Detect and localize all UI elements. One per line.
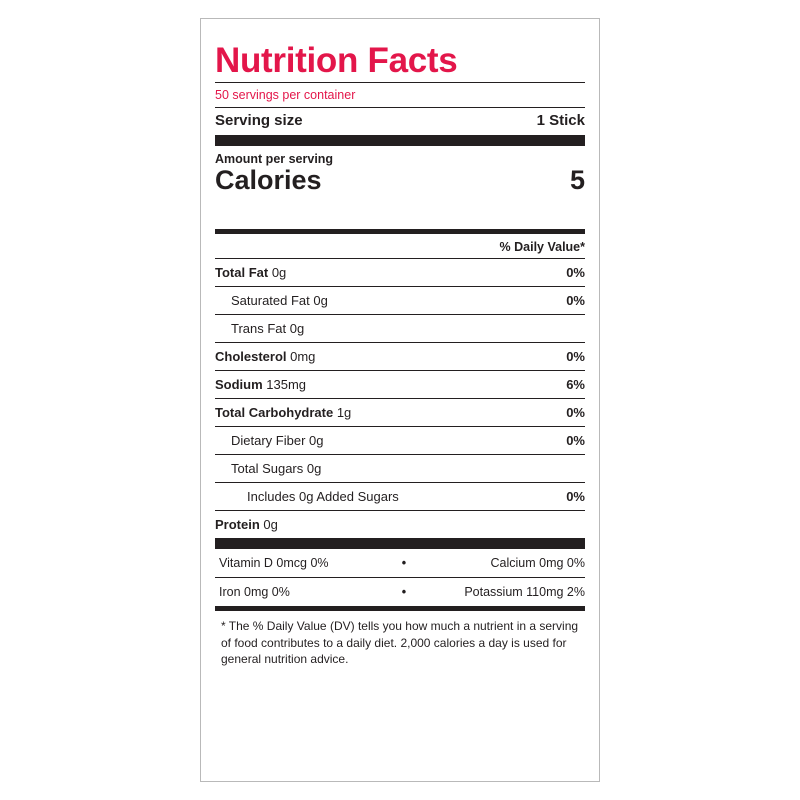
calories-spacer bbox=[215, 197, 585, 229]
vitamin-row bbox=[215, 549, 585, 577]
nutrient-name: Total Carbohydrate 1g bbox=[215, 405, 352, 421]
daily-value-header: % Daily Value* bbox=[499, 240, 585, 255]
divider-thick-top bbox=[215, 135, 585, 146]
vitamin-left: Vitamin D 0mcg 0% bbox=[219, 556, 329, 571]
nutrient-row bbox=[215, 454, 585, 482]
calories-label: Calories bbox=[215, 164, 322, 195]
vitamin-right: Potassium 110mg 2% bbox=[464, 585, 585, 600]
nutrient-name: Total Fat 0g bbox=[215, 265, 287, 281]
nutrient-row bbox=[215, 286, 585, 314]
serving-size-value: 1 Stick bbox=[536, 111, 585, 129]
nutrient-row bbox=[215, 510, 585, 538]
nutrient-pct: 6% bbox=[566, 377, 585, 393]
nutrient-pct: 0% bbox=[566, 433, 585, 449]
servings-per-container: 50 servings per container bbox=[215, 87, 356, 102]
nutrient-name: Saturated Fat 0g bbox=[231, 293, 328, 309]
bullet-icon: • bbox=[401, 556, 407, 571]
nutrient-pct: 0% bbox=[566, 349, 585, 365]
vitamin-right: Calcium 0mg 0% bbox=[490, 556, 585, 571]
nutrient-name: Cholesterol 0mg bbox=[215, 349, 316, 365]
vitamins-section bbox=[215, 538, 585, 606]
nutrient-name: Trans Fat 0g bbox=[231, 321, 305, 337]
nutrient-pct: 0% bbox=[566, 405, 585, 421]
nutrient-row bbox=[215, 426, 585, 454]
nutrient-pct: 0% bbox=[566, 265, 585, 281]
nutrient-pct: 0% bbox=[566, 293, 585, 309]
nutrition-facts-inner bbox=[215, 33, 585, 771]
vitamin-left: Iron 0mg 0% bbox=[219, 585, 290, 600]
daily-value-footnote: * The % Daily Value (DV) tells you how much a nutrient in a serving of food contributes to a daily diet. 2,000 calories a day is used for general nutrition advice. bbox=[215, 606, 585, 667]
nutrient-row bbox=[215, 258, 585, 286]
calories-value: 5 bbox=[569, 164, 585, 195]
calories-row bbox=[215, 166, 585, 198]
bullet-icon: • bbox=[401, 585, 407, 600]
nutrition-facts-panel bbox=[200, 18, 600, 782]
nutrient-row bbox=[215, 398, 585, 426]
nutrient-row bbox=[215, 370, 585, 398]
nutrient-name: Total Sugars 0g bbox=[231, 461, 322, 477]
nutrient-row bbox=[215, 482, 585, 510]
nutrient-pct: 0% bbox=[566, 489, 585, 505]
nutrient-name: Dietary Fiber 0g bbox=[231, 433, 324, 449]
nutrient-row bbox=[215, 314, 585, 342]
nutrient-name: Includes 0g Added Sugars bbox=[247, 489, 399, 505]
vitamin-row bbox=[215, 577, 585, 606]
serving-size-label: Serving size bbox=[215, 111, 303, 129]
serving-size-row bbox=[215, 108, 585, 135]
nutrient-row bbox=[215, 342, 585, 370]
amount-per-serving-label: Amount per serving bbox=[215, 151, 334, 166]
nutrient-name: Sodium 135mg bbox=[215, 377, 307, 393]
nutrient-name: Protein 0g bbox=[215, 517, 278, 533]
page-title: Nutrition Facts bbox=[215, 41, 458, 80]
